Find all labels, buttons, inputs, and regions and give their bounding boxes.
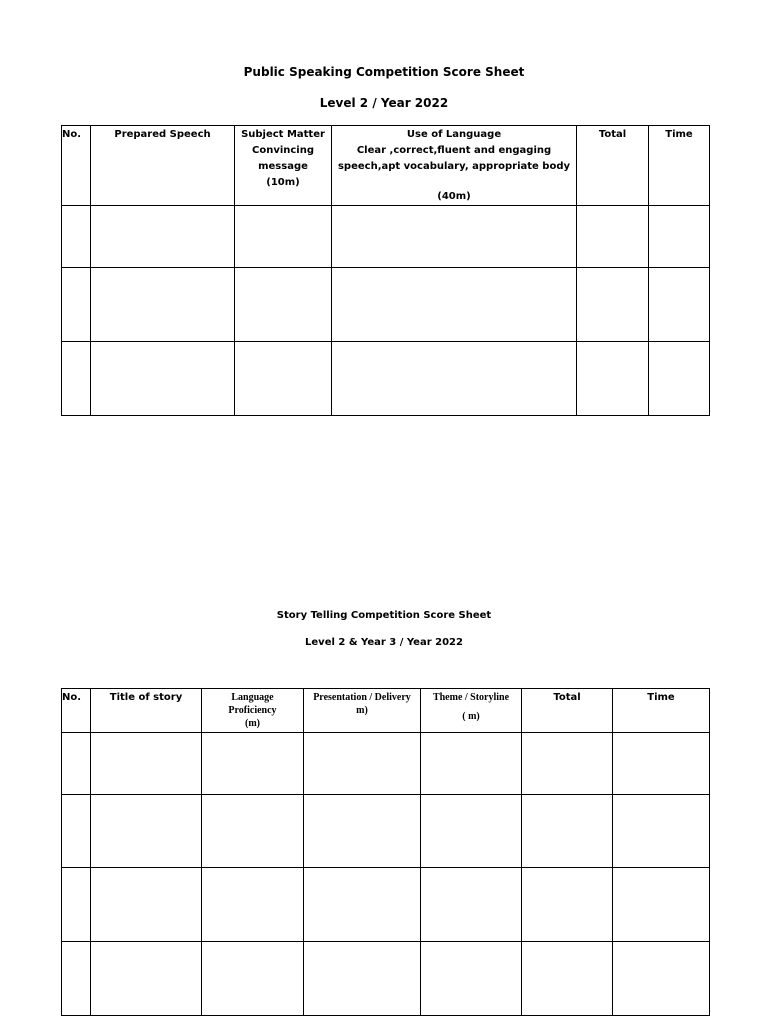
table-cell[interactable] — [649, 206, 710, 268]
table-cell[interactable] — [332, 342, 577, 416]
table-cell[interactable] — [577, 268, 649, 342]
header-title-of-story: Title of story — [91, 689, 202, 733]
table-cell[interactable] — [91, 795, 202, 868]
table-cell[interactable] — [522, 795, 613, 868]
table-cell[interactable] — [613, 942, 710, 1016]
table-row — [62, 206, 710, 268]
table-row — [62, 942, 710, 1016]
table-cell[interactable] — [202, 942, 304, 1016]
table-cell[interactable] — [202, 795, 304, 868]
table-cell[interactable] — [522, 733, 613, 795]
table-cell[interactable] — [91, 868, 202, 942]
table-cell[interactable] — [332, 206, 577, 268]
table-cell[interactable] — [522, 868, 613, 942]
header-theme-storyline: Theme / Storyline ( m) — [421, 689, 522, 733]
table-header-row — [62, 126, 710, 206]
table-cell[interactable] — [91, 206, 235, 268]
table-cell[interactable] — [202, 868, 304, 942]
table-row — [62, 868, 710, 942]
score-sheet-subtitle: Level 2 & Year 3 / Year 2022 — [305, 637, 463, 648]
table-cell[interactable] — [421, 942, 522, 1016]
table-cell[interactable] — [235, 268, 332, 342]
header-total: Total — [577, 126, 649, 206]
header-no: No. — [62, 689, 91, 733]
header-presentation-delivery: Presentation / Delivery m) — [304, 689, 421, 733]
table-row — [62, 795, 710, 868]
table-cell[interactable] — [421, 868, 522, 942]
table-cell[interactable] — [613, 868, 710, 942]
table-cell[interactable] — [649, 342, 710, 416]
table-cell[interactable] — [62, 733, 91, 795]
table-cell[interactable] — [235, 342, 332, 416]
table-cell[interactable] — [421, 733, 522, 795]
table-cell[interactable] — [235, 206, 332, 268]
score-sheet-title: Story Telling Competition Score Sheet — [276, 610, 492, 621]
table-cell[interactable] — [62, 342, 91, 416]
table-cell[interactable] — [421, 795, 522, 868]
table-cell[interactable] — [202, 733, 304, 795]
header-total: Total — [522, 689, 613, 733]
table-cell[interactable] — [522, 942, 613, 1016]
table-cell[interactable] — [62, 942, 91, 1016]
header-time: Time — [613, 689, 710, 733]
header-subject-matter: Subject Matter Convincing message (10m) — [235, 126, 332, 206]
table-cell[interactable] — [304, 868, 421, 942]
table-cell[interactable] — [577, 206, 649, 268]
table-cell[interactable] — [62, 206, 91, 268]
table-row — [62, 733, 710, 795]
table-row — [62, 268, 710, 342]
table-cell[interactable] — [304, 942, 421, 1016]
table-header-row — [62, 689, 710, 733]
table-cell[interactable] — [577, 342, 649, 416]
score-sheet-title: Public Speaking Competition Score Sheet — [243, 65, 525, 79]
header-prepared-speech: Prepared Speech — [91, 126, 235, 206]
table-cell[interactable] — [304, 795, 421, 868]
table-cell[interactable] — [613, 795, 710, 868]
header-use-of-language: Use of Language Clear ,correct,fluent and engaging speech,apt vocabulary, appropriate body (40m) — [332, 126, 577, 206]
table-cell[interactable] — [332, 268, 577, 342]
table-row — [62, 342, 710, 416]
public-speaking-score-table — [61, 125, 710, 416]
table-cell[interactable] — [613, 733, 710, 795]
table-cell[interactable] — [91, 733, 202, 795]
header-language-proficiency: Language Proficiency (m) — [202, 689, 304, 733]
table-cell[interactable] — [649, 268, 710, 342]
table-cell[interactable] — [304, 733, 421, 795]
table-cell[interactable] — [91, 942, 202, 1016]
table-cell[interactable] — [91, 268, 235, 342]
header-time: Time — [649, 126, 710, 206]
table-cell[interactable] — [62, 268, 91, 342]
table-cell[interactable] — [91, 342, 235, 416]
score-sheet-subtitle: Level 2 / Year 2022 — [319, 96, 449, 110]
story-telling-score-table — [61, 688, 710, 1016]
header-no: No. — [62, 126, 91, 206]
table-cell[interactable] — [62, 795, 91, 868]
table-cell[interactable] — [62, 868, 91, 942]
